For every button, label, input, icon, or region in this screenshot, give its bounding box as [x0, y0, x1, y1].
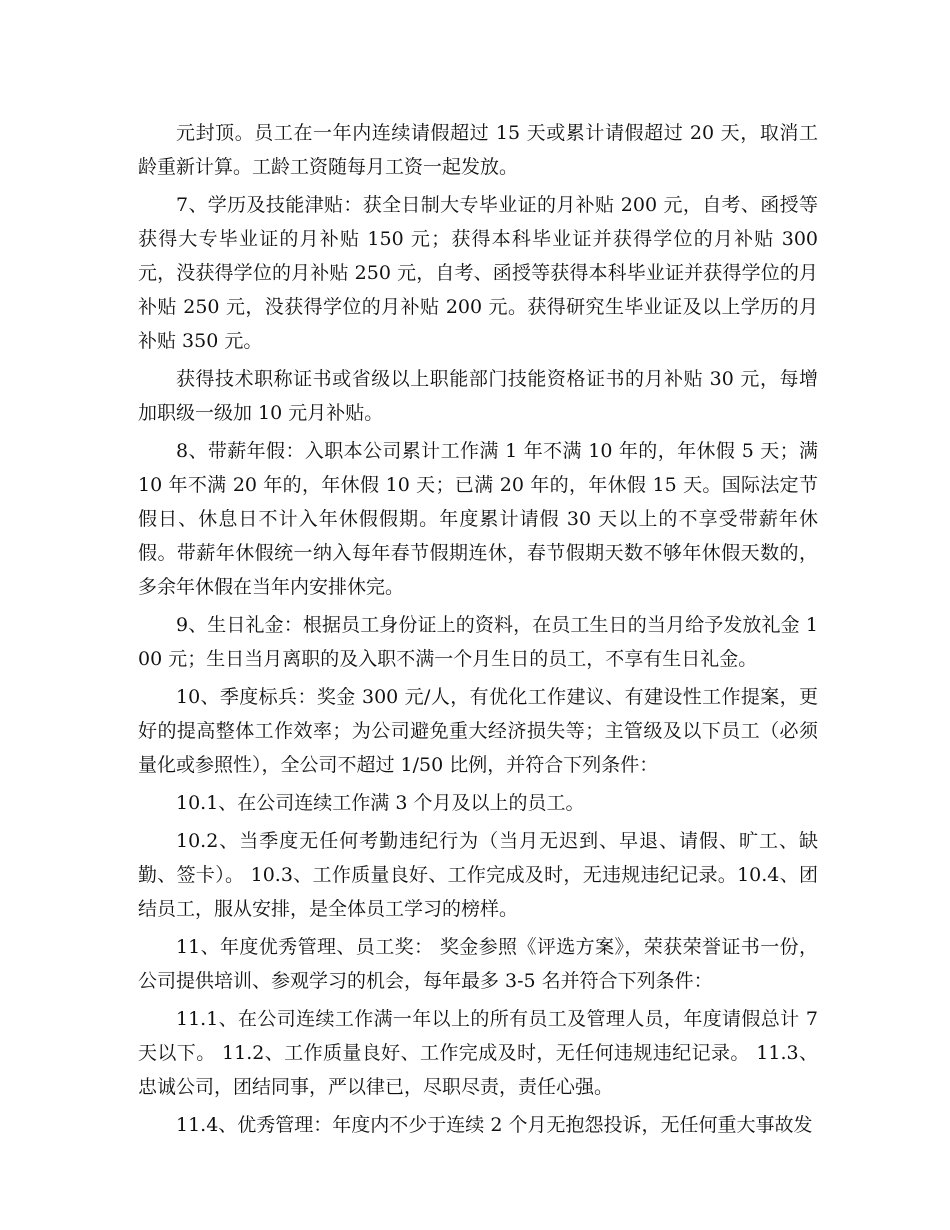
paragraph-seniority-cap: 元封顶。员工在一年内连续请假超过 15 天或累计请假超过 20 天，取消工龄重新计算。工龄工资随每月工资一起发放。	[138, 122, 818, 178]
paragraph-technical-title-allowance: 获得技术职称证书或省级以上职能部门技能资格证书的月补贴 30 元，每增加职级一级加 10 元月补贴。	[138, 368, 818, 424]
paragraph-annual-award: 11、年度优秀管理、员工奖： 奖金参照《评选方案》，荣获荣誉证书一份，公司提供培训、参观学习的机会，每年最多 3-5 名并符合下列条件：	[138, 936, 818, 992]
paragraph-condition-11-1: 11.1、在公司连续工作满一年以上的所有员工及管理人员，年度请假总计 7 天以下。 11.2、工作质量良好、工作完成及时，无任何违规违纪记录。 11.3、忠诚公司，团结同事，严以律已，尽职尽责，责任心强。	[138, 1008, 818, 1098]
paragraph-condition-11-4: 11.4、优秀管理：年度内不少于连续 2 个月无抱怨投诉，无任何重大事故发	[176, 1114, 813, 1136]
paragraph-quarterly-model: 10、季度标兵：奖金 300 元/人，有优化工作建议、有建设性工作提案，更好的提高整体工作效率；为公司避免重大经济损失等；主管级及以下员工（必须量化或参照性），全公司不超过 1/50 比例，并符合下列条件：	[138, 686, 818, 776]
paragraph-condition-10-2: 10.2、当季度无任何考勤违纪行为（当月无迟到、早退、请假、旷工、缺勤、签卡）。 10.3、工作质量良好、工作完成及时，无违规违纪记录。10.4、团结员工，服从安排，是全体员工学习的榜样。	[138, 830, 818, 920]
document-body	[138, 116, 818, 1146]
paragraph-paid-annual-leave: 8、带薪年假：入职本公司累计工作满 1 年不满 10 年的，年休假 5 天；满 10 年不满 20 年的，年休假 10 天；已满 20 年的，年休假 15 天。国际法定节假日、休息日不计入年休假假期。年度累计请假 30 天以上的不享受带薪年休假。带薪年休假统一纳入每年春节假期连休，春节假期天数不够年休假天数的，多余年休假在当年内安排休完。	[138, 440, 818, 598]
paragraph-condition-10-1: 10.1、在公司连续工作满 3 个月及以上的员工。	[176, 792, 585, 814]
paragraph-birthday-gift: 9、生日礼金：根据员工身份证上的资料，在员工生日的当月给予发放礼金 100 元；生日当月离职的及入职不满一个月生日的员工，不享有生日礼金。	[138, 614, 818, 670]
paragraph-education-allowance: 7、学历及技能津贴：获全日制大专毕业证的月补贴 200 元，自考、函授等获得大专毕业证的月补贴 150 元；获得本科毕业证并获得学位的月补贴 300 元，没获得学位的月补贴 250 元，自考、函授等获得本科毕业证并获得学位的月补贴 250 元，没获得学位的月补贴 200 元。获得研究生毕业证及以上学历的月补贴 350 元。	[138, 194, 818, 352]
